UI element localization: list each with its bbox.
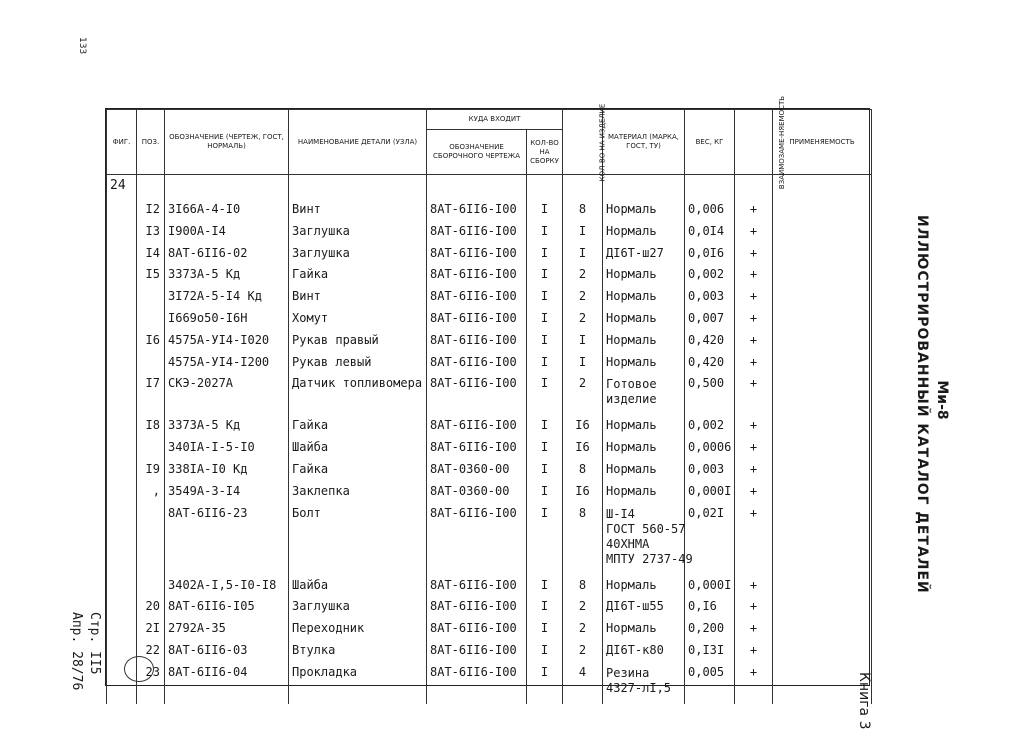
page-number-top: 133 [77,37,87,55]
cell-weight: 0,002 [685,264,735,286]
cell-fig [107,308,137,330]
material-line: ДI6T-ш55 [606,599,664,614]
cell-fig [107,286,137,308]
cell-ic: + [735,575,773,597]
cell-ic: + [735,437,773,459]
material-line: МПТУ 2737-49 [606,551,693,566]
table-row [107,243,872,265]
cell-name: Переходник [289,618,427,640]
cell-assembly: 8AT-6II6-I00 [427,199,527,221]
cell-weight: 0,0I6 [685,243,735,265]
cell-designation: 3I72A-5-I4 Кд [165,286,289,308]
cell-applicability [773,308,872,330]
cell-qp: 2 [563,264,603,286]
cell-material [603,575,685,597]
cell-assembly: 8AT-6II6-I00 [427,596,527,618]
header-name: НАИМЕНОВАНИЕ ДЕТАЛИ (УЗЛА) [289,110,427,175]
cell-qa: I [527,575,563,597]
cell-material [603,415,685,437]
table-row [107,596,872,618]
cell-weight: 0,000I [685,481,735,503]
revision-date: Апр. 28/76 [69,612,84,691]
cell-assembly: 8AT-6II6-I00 [427,308,527,330]
header-material: МАТЕРИАЛ (МАРКА, ГОСТ, ТУ) [603,110,685,175]
cell-assembly: 8AT-6II6-I00 [427,503,527,575]
cell-pos: 23 [137,662,165,704]
cell-name: Датчик топливомера [289,373,427,415]
cell-qp: 2 [563,373,603,415]
table-row [107,199,872,221]
cell-material [603,373,685,415]
header-assembly-drawing: ОБОЗНАЧЕНИЕ СБОРОЧНОГО ЧЕРТЕЖА [427,130,527,175]
cell-weight: 0,006 [685,199,735,221]
cell-qa: I [527,221,563,243]
cell-qp: 2 [563,596,603,618]
cell-fig [107,481,137,503]
cell-ic: + [735,308,773,330]
cell-applicability [773,575,872,597]
cell-ic: + [735,330,773,352]
cell-pos [137,308,165,330]
cell-pos: I9 [137,459,165,481]
page-footer [62,612,152,691]
cell-weight: 0,0I4 [685,221,735,243]
table-row [107,481,872,503]
cell-qa: I [527,264,563,286]
cell-weight: 0,I6 [685,596,735,618]
material-line: Ш-I4 [606,506,635,521]
cell-assembly: 8AT-6II6-I00 [427,618,527,640]
table-row [107,330,872,352]
catalog-title: ИЛЛЮСТРИРОВАННЫЙ КАТАЛОГ ДЕТАЛЕЙ [914,215,930,594]
cell-fig [107,415,137,437]
cell-ic: + [735,662,773,704]
parts-catalog-table [105,95,870,695]
cell-weight: 0,420 [685,330,735,352]
cell-assembly: 8AT-6II6-I00 [427,415,527,437]
cell-ic: + [735,481,773,503]
cell-name: Хомут [289,308,427,330]
cell-designation: 8AT-6II6-03 [165,640,289,662]
cell-material [603,662,685,704]
cell-material [603,481,685,503]
material-line: ГОСТ 560-57 [606,521,686,536]
side-title [900,215,950,594]
cell-designation: 3373A-5 Кд [165,264,289,286]
cell-designation: 3I66A-4-I0 [165,199,289,221]
cell-qp: I6 [563,415,603,437]
cell-pos: I6 [137,330,165,352]
cell-fig [107,243,137,265]
cell-applicability [773,352,872,374]
cell-assembly: 8AT-6II6-I00 [427,286,527,308]
material-line: Нормаль [606,483,657,498]
cell-fig [107,221,137,243]
cell-applicability [773,415,872,437]
cell-applicability [773,373,872,415]
figure-number: 24 [107,175,137,200]
cell-qp: 2 [563,286,603,308]
cell-designation: 8AT-6II6-04 [165,662,289,704]
cell-pos: I7 [137,373,165,415]
aircraft-model: Ми-8 [934,380,950,420]
cell-name: Шайба [289,575,427,597]
cell-assembly: 8AT-6II6-I00 [427,662,527,704]
material-line: Нормаль [606,223,657,238]
cell-qp: I6 [563,437,603,459]
cell-pos [137,503,165,575]
cell-material [603,199,685,221]
cell-fig [107,503,137,575]
cell-qp: I [563,243,603,265]
cell-pos: , [137,481,165,503]
cell-qp: 2 [563,308,603,330]
material-line: ДI6T-ш27 [606,245,664,260]
cell-name: Заглушка [289,243,427,265]
cell-weight: 0,005 [685,662,735,704]
cell-weight: 0,003 [685,286,735,308]
cell-designation: I900A-I4 [165,221,289,243]
cell-name: Винт [289,199,427,221]
cell-designation: 8AT-6II6-23 [165,503,289,575]
cell-fig [107,264,137,286]
cell-applicability [773,596,872,618]
cell-qp: 2 [563,640,603,662]
material-line: Нормаль [606,354,657,369]
material-line: Нормаль [606,267,657,282]
cell-weight: 0,0006 [685,437,735,459]
table-row [107,640,872,662]
cell-material [603,221,685,243]
cell-applicability [773,330,872,352]
cell-weight: 0,I3I [685,640,735,662]
cell-designation: 3402A-I,5-I0-I8 [165,575,289,597]
cell-designation: СКЭ-2027A [165,373,289,415]
cell-applicability [773,481,872,503]
table-row [107,308,872,330]
cell-qp: I [563,330,603,352]
cell-qa: I [527,596,563,618]
cell-pos [137,352,165,374]
cell-pos: I2 [137,199,165,221]
catalog-table [106,95,872,704]
table-row [107,575,872,597]
cell-assembly: 8AT-6II6-I00 [427,221,527,243]
cell-assembly: 8AT-6II6-I00 [427,243,527,265]
cell-qp: 2 [563,618,603,640]
cell-assembly: 8AT-6II6-I00 [427,640,527,662]
table-row [107,618,872,640]
cell-assembly: 8AT-6II6-I00 [427,330,527,352]
cell-qp: 8 [563,199,603,221]
header-where-used: КУДА ВХОДИТ [427,110,563,130]
cell-qp: 8 [563,503,603,575]
cell-ic: + [735,264,773,286]
cell-name: Прокладка [289,662,427,704]
material-line: Нормаль [606,289,657,304]
cell-fig [107,199,137,221]
cell-pos: I5 [137,264,165,286]
book-label: Книга 3 [856,672,872,730]
material-line: Нормаль [606,310,657,325]
header-applicability: ПРИМЕНЯЕМОСТЬ [773,110,872,175]
cell-qa: I [527,640,563,662]
cell-applicability [773,286,872,308]
cell-pos: I8 [137,415,165,437]
cell-ic: + [735,459,773,481]
cell-pos: 20 [137,596,165,618]
cell-material [603,308,685,330]
cell-weight: 0,200 [685,618,735,640]
material-line: 4327-лI,5 [606,680,672,695]
header-interchange: ВЗАИМОЗАМЕ-НЯЕМОСТЬ [735,110,773,175]
cell-designation: 4575A-УI4-I020 [165,330,289,352]
cell-fig [107,459,137,481]
material-line: Нормаль [606,461,657,476]
cell-qa: I [527,243,563,265]
cell-weight: 0,420 [685,352,735,374]
cell-qp: 4 [563,662,603,704]
cell-material [603,437,685,459]
cell-qa: I [527,308,563,330]
cell-material [603,330,685,352]
header-fig: ФИГ. [107,110,137,175]
cell-fig [107,373,137,415]
cell-applicability [773,199,872,221]
cell-applicability [773,243,872,265]
table-row [107,503,872,575]
cell-material [603,286,685,308]
cell-assembly: 8AT-6II6-I00 [427,264,527,286]
material-line: изделие [606,392,657,407]
cell-qp: 8 [563,575,603,597]
material-line: 40ХНМА [606,536,650,551]
cell-ic: + [735,286,773,308]
header-weight: ВЕС, КГ [685,110,735,175]
cell-ic: + [735,618,773,640]
cell-assembly: 8AT-6II6-I00 [427,373,527,415]
cell-pos [137,575,165,597]
cell-qp: I6 [563,481,603,503]
table-row [107,459,872,481]
cell-material [603,640,685,662]
cell-assembly: 8AT-0360-00 [427,481,527,503]
cell-ic: + [735,199,773,221]
cell-ic: + [735,221,773,243]
table-row [107,373,872,415]
cell-assembly: 8AT-6II6-I00 [427,437,527,459]
cell-qp: I [563,352,603,374]
cell-name: Заклепка [289,481,427,503]
cell-pos [137,286,165,308]
cell-pos: I3 [137,221,165,243]
cell-applicability [773,459,872,481]
cell-fig [107,575,137,597]
cell-designation: 4575A-УI4-I200 [165,352,289,374]
cell-assembly: 8AT-6II6-I00 [427,352,527,374]
cell-assembly: 8AT-6II6-I00 [427,575,527,597]
table-row [107,264,872,286]
header-designation: ОБОЗНАЧЕНИЕ (ЧЕРТЕЖ, ГОСТ, НОРМАЛЬ) [165,110,289,175]
cell-ic: + [735,503,773,575]
cell-name: Гайка [289,415,427,437]
cell-weight: 0,002 [685,415,735,437]
cell-qa: I [527,618,563,640]
table-row [107,221,872,243]
cell-ic: + [735,352,773,374]
material-line: Нормаль [606,621,657,636]
cell-material [603,503,693,575]
figure-row [107,175,872,200]
cell-name: Шайба [289,437,427,459]
cell-qa: I [527,459,563,481]
cell-pos [137,437,165,459]
cell-name: Болт [289,503,427,575]
table-row [107,352,872,374]
material-line: Нормаль [606,332,657,347]
cell-material [603,596,685,618]
table-row [107,286,872,308]
cell-assembly: 8AT-0360-00 [427,459,527,481]
cell-qa: I [527,503,563,575]
cell-qa: I [527,199,563,221]
cell-designation: 338IA-I0 Кд [165,459,289,481]
cell-qa: I [527,662,563,704]
cell-material [603,618,685,640]
cell-qp: I [563,221,603,243]
table-row [107,415,872,437]
cell-name: Винт [289,286,427,308]
cell-ic: + [735,596,773,618]
material-line: Готовое [606,377,657,392]
circle-stamp [124,656,154,682]
cell-fig [107,437,137,459]
cell-qa: I [527,415,563,437]
material-line: Нормаль [606,440,657,455]
cell-applicability [773,221,872,243]
table-row [107,662,872,704]
cell-qa: I [527,352,563,374]
cell-weight: 0,000I [685,575,735,597]
cell-designation: 340IA-I-5-I0 [165,437,289,459]
cell-fig [107,330,137,352]
header-qty-product: КОЛ-ВО НА ИЗДЕЛИЕ [563,110,603,175]
cell-designation: 3373A-5 Кд [165,415,289,437]
cell-qp: 8 [563,459,603,481]
cell-ic: + [735,243,773,265]
cell-ic: + [735,373,773,415]
cell-fig [107,352,137,374]
cell-qa: I [527,286,563,308]
cell-pos: 2I [137,618,165,640]
cell-material [603,459,685,481]
cell-name: Заглушка [289,596,427,618]
cell-applicability [773,503,872,575]
cell-designation: 8AT-6II6-I05 [165,596,289,618]
cell-qa: I [527,481,563,503]
cell-ic: + [735,640,773,662]
header-pos: ПОЗ. [137,110,165,175]
cell-qa: I [527,330,563,352]
header-qty-assembly: КОЛ-ВО НА СБОРКУ [527,130,563,175]
cell-qa: I [527,373,563,415]
material-line: Нормаль [606,577,657,592]
material-line: Резина [606,665,650,680]
page-label: Стр. II5 [87,612,102,675]
cell-material [603,243,685,265]
cell-weight: 0,02I [685,503,735,575]
cell-designation: 3549A-3-I4 [165,481,289,503]
cell-designation: I669o50-I6H [165,308,289,330]
cell-applicability [773,264,872,286]
material-line: Нормаль [606,418,657,433]
cell-designation: 2792A-35 [165,618,289,640]
cell-ic: + [735,415,773,437]
cell-name: Гайка [289,264,427,286]
cell-material [603,352,685,374]
cell-pos: 22 [137,640,165,662]
cell-name: Заглушка [289,221,427,243]
cell-name: Втулка [289,640,427,662]
cell-designation: 8AT-6II6-02 [165,243,289,265]
cell-material [603,264,685,286]
cell-name: Гайка [289,459,427,481]
cell-applicability [773,618,872,640]
cell-applicability [773,640,872,662]
table-row [107,437,872,459]
cell-applicability [773,437,872,459]
material-line: Нормаль [606,202,657,216]
cell-name: Рукав левый [289,352,427,374]
cell-pos: I4 [137,243,165,265]
cell-weight: 0,003 [685,459,735,481]
cell-weight: 0,500 [685,373,735,415]
cell-qa: I [527,437,563,459]
material-line: ДI6T-к80 [606,642,664,657]
cell-name: Рукав правый [289,330,427,352]
cell-weight: 0,007 [685,308,735,330]
